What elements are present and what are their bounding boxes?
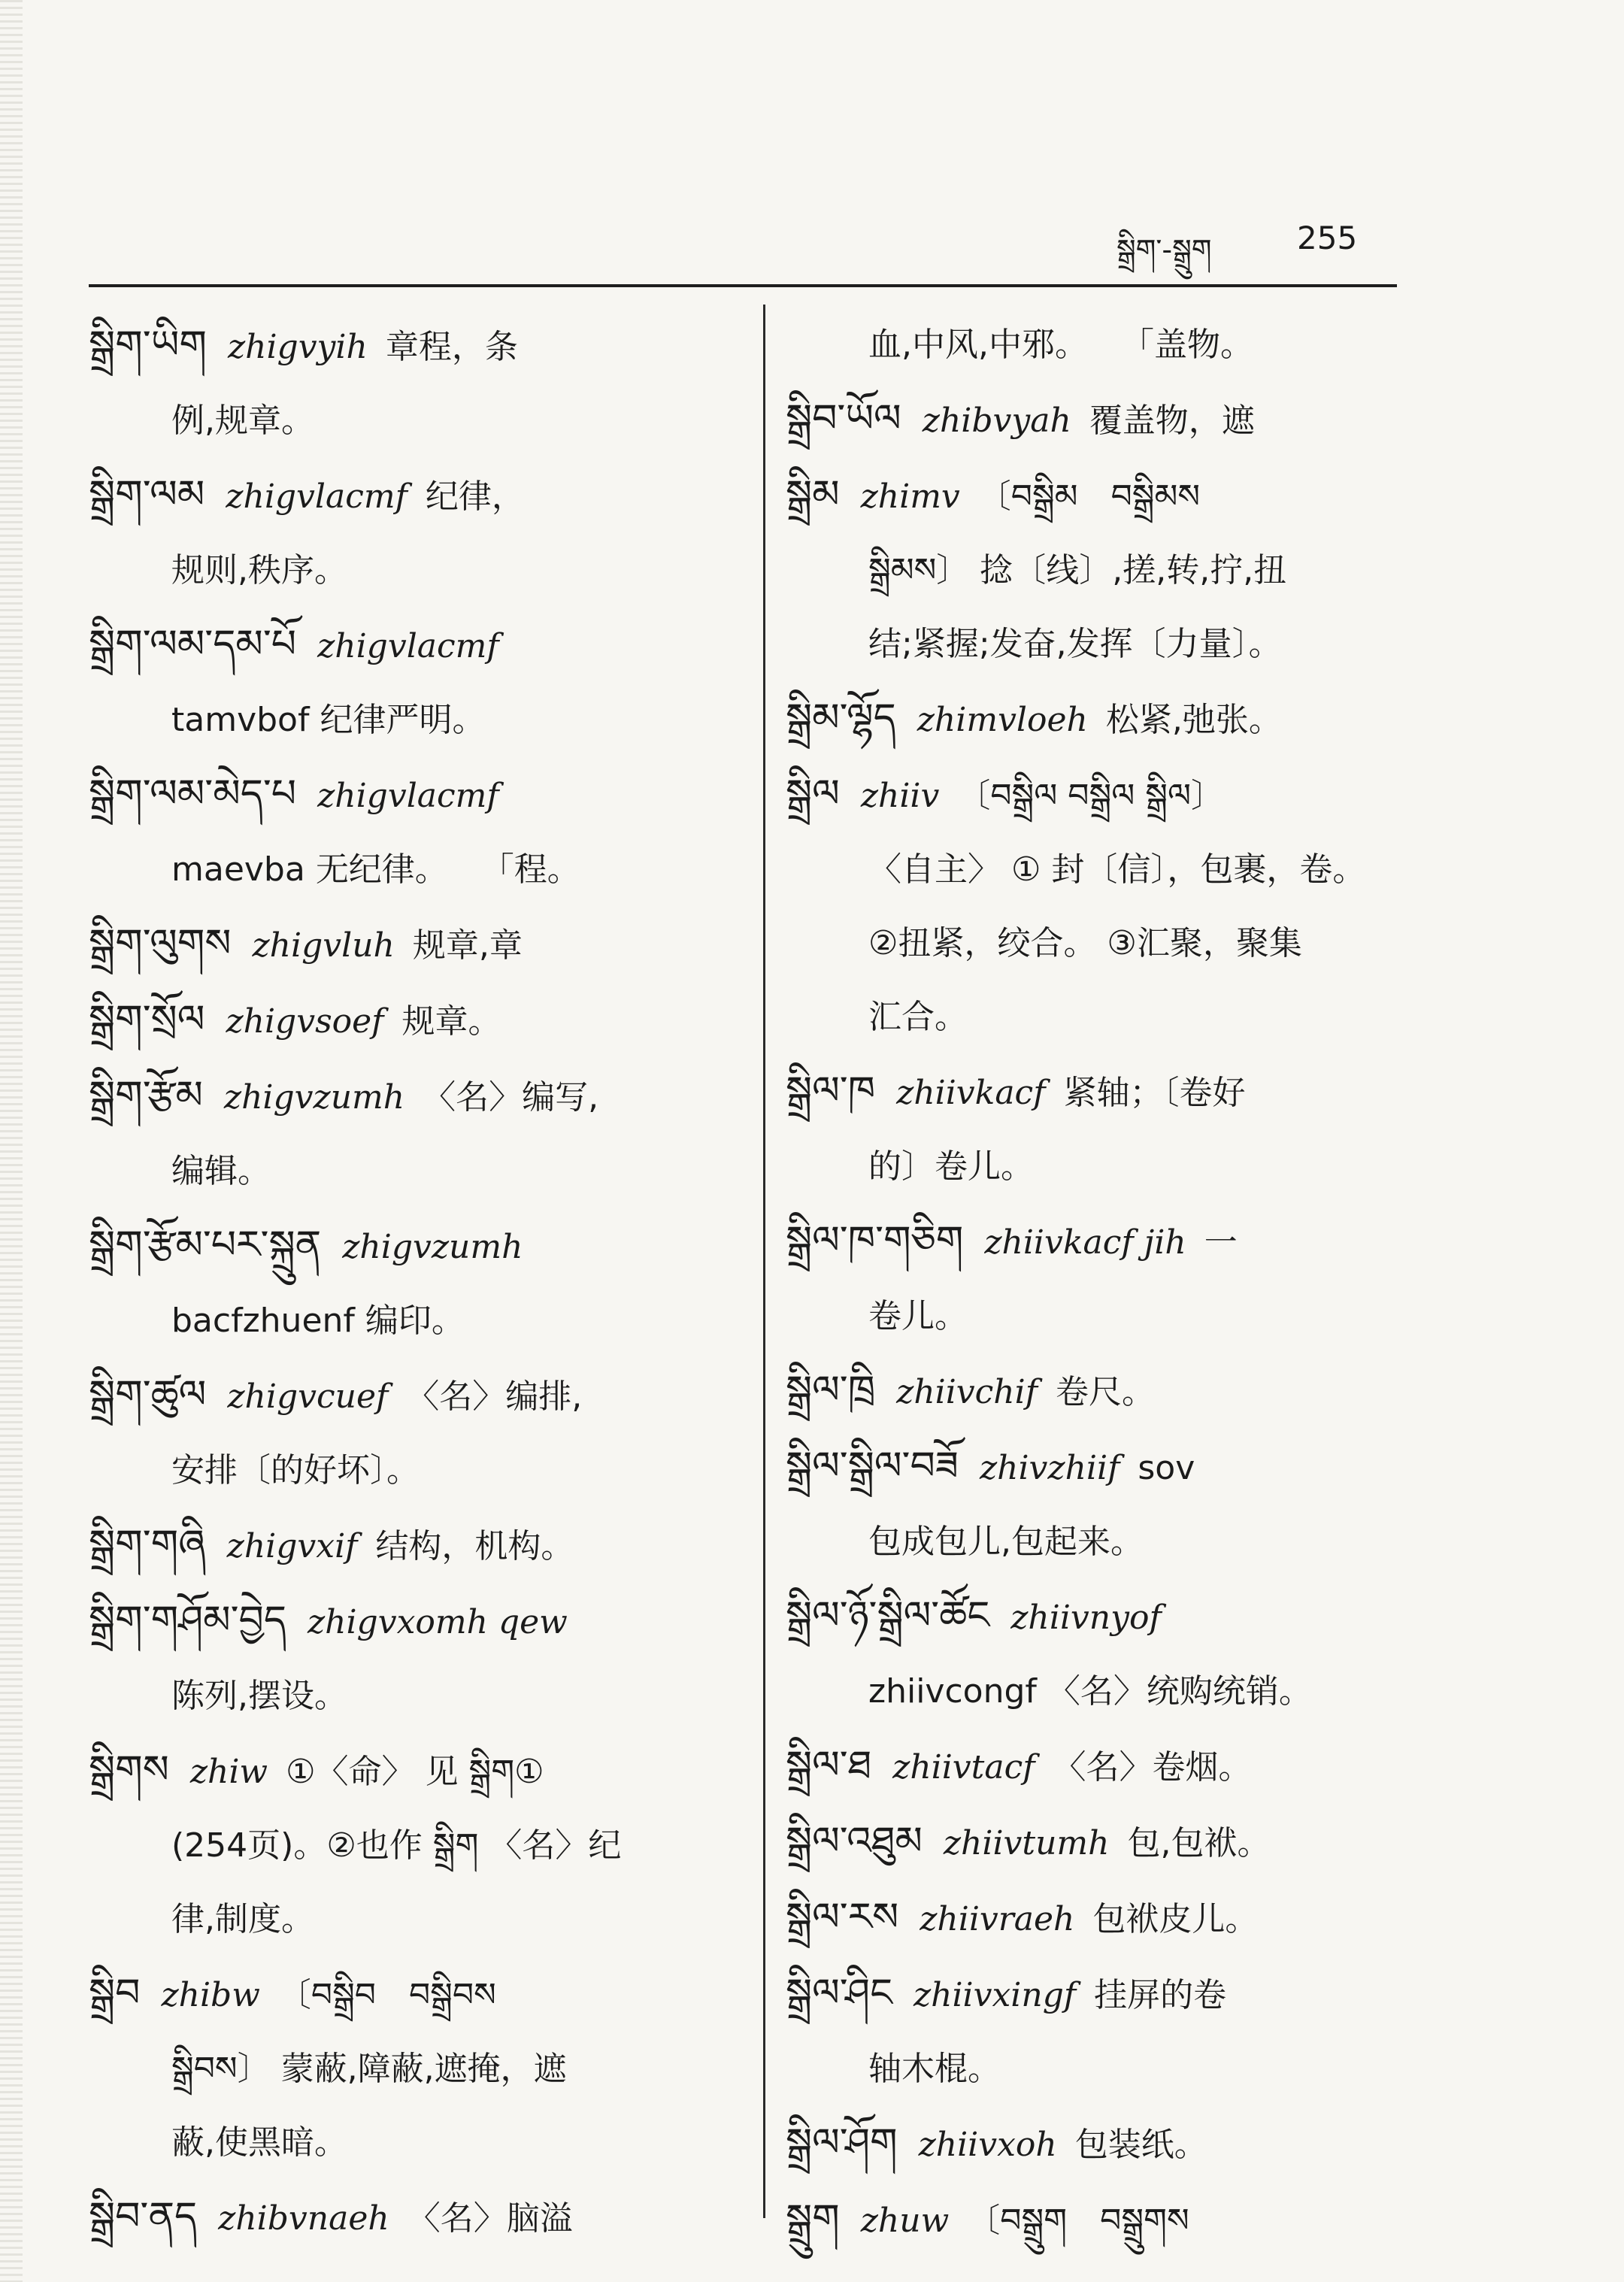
scan-edge-texture (0, 0, 23, 2282)
definition-continuation: 陈列,摆设。 (171, 1677, 347, 1715)
dictionary-entry (89, 757, 750, 833)
definition-continuation: 汇合。 (868, 998, 968, 1036)
definition: 〔བསྒྲུག བསྒྲུགས (967, 2202, 1189, 2240)
headword: སྒྲིལ (786, 771, 840, 817)
definition-continuation: ②扭紧，绞合。 ③汇聚，聚集 (868, 924, 1302, 962)
headword: སྒྲིལ་སྒྲིལ་བཟོ (786, 1444, 959, 1489)
transcription: zhibw (161, 1976, 260, 2014)
definition: 结构，机构。 (375, 1527, 574, 1565)
headword: སྒྲིལ་འཐུམ (786, 1819, 923, 1864)
dictionary-entry (89, 1208, 750, 1284)
definition-continuation: 规则,秩序。 (171, 551, 347, 589)
headword: སྒྲིག་སྲོལ (89, 997, 205, 1042)
definition-continuation: 包成包儿,包起来。 (868, 1523, 1144, 1561)
definition: 挂屏的卷 (1094, 1976, 1227, 2014)
dictionary-entry (89, 1508, 750, 1583)
transcription: zhigvcuef (227, 1377, 389, 1416)
transcription: zhigvlacmf (317, 627, 499, 665)
transcription: zhigvyih (227, 328, 368, 366)
dictionary-entry (89, 1733, 750, 1809)
dictionary-entry (786, 1054, 1447, 1130)
headword: སྒྲིག་གཤོམ་བྱེད (89, 1598, 286, 1643)
transcription: zhigvzumh (223, 1078, 405, 1117)
transcription: zhigvlacmf (226, 477, 408, 516)
transcription: zhiivraeh (920, 1900, 1075, 1938)
dictionary-entry (89, 2180, 750, 2256)
definition: 包装纸。 (1074, 2126, 1207, 2164)
dictionary-entry (786, 1729, 1447, 1805)
transcription: zhiivxingf (913, 1976, 1077, 2014)
definition-continuation: zhiivcongf 〈名〉统购统销。 (868, 1672, 1312, 1711)
transcription: zhiw (189, 1753, 268, 1791)
headword: སྒྲིལ་ཤོག (786, 2120, 898, 2165)
transcription: zhigvxomh qew (307, 1603, 568, 1641)
dictionary-entry (786, 382, 1447, 458)
definition-continuation: 编辑。 (171, 1152, 271, 1190)
headword: སྒྲིག་ལམ་དམ་པོ (89, 622, 297, 667)
definition-continuation: tamvbof 纪律严明。 (171, 701, 486, 739)
headword: སྒྲིམ་ལྷོད (786, 696, 896, 741)
transcription: zhiivnyof (1010, 1599, 1162, 1637)
headword: སྒྲིག་ཡིག (89, 323, 207, 368)
headword: སྒྲིག་གཞི (89, 1522, 206, 1567)
definition-continuation: 轴木棍。 (868, 2050, 1001, 2088)
dictionary-entry (89, 1956, 750, 2032)
dictionary-entry (786, 2106, 1447, 2182)
definition: 包袱皮儿。 (1092, 1900, 1259, 1938)
dictionary-entry (786, 1579, 1447, 1655)
column-rule (763, 305, 765, 2218)
definition-continuation: སྒྲིམས〕 捻〔线〕,搓,转,拧,扭 (868, 551, 1287, 589)
dictionary-entry (786, 1204, 1447, 1280)
definition: sov (1138, 1449, 1195, 1487)
definition-continuation: 蔽,使黑暗。 (171, 2123, 347, 2162)
transcription: zhuw (860, 2202, 950, 2240)
right-column (786, 308, 1447, 2258)
transcription: zhiiv (860, 777, 940, 815)
dictionary-entry (89, 1358, 750, 1434)
definition: 规章,章 (412, 926, 523, 965)
headword: སྒྲིལ་རས (786, 1895, 899, 1940)
transcription: zhigvxif (226, 1527, 358, 1565)
headword: སྒྲིགས (89, 1747, 169, 1793)
transcription: zhigvlacmf (317, 777, 499, 815)
transcription: zhiivkacf jih (984, 1223, 1186, 1262)
transcription: zhiivtacf (892, 1748, 1035, 1787)
transcription: zhivzhiif (979, 1449, 1120, 1487)
definition-continuation: (254页)。②也作 སྒྲིག 〈名〉纪 (171, 1826, 622, 1865)
definition-continuation: སྒྲིབས〕 蒙蔽,障蔽,遮掩，遮 (171, 2050, 567, 2088)
definition: 〔བསྒྲིབ བསྒྲིབས (277, 1976, 496, 2014)
dictionary-entry (786, 681, 1447, 757)
left-column (89, 308, 750, 2256)
definition: 纪律， (425, 477, 525, 516)
dictionary-entry (786, 1956, 1447, 2032)
running-head: སྒྲིག་-སྒྲུག (1116, 233, 1212, 266)
transcription: zhiivchif (896, 1373, 1038, 1411)
transcription: zhiivtumh (943, 1824, 1110, 1862)
headword: སྒྲིལ་ཁྲི (786, 1368, 876, 1413)
headword: སྒྲིབ (89, 1971, 141, 2016)
definition: 卷尺。 (1056, 1373, 1155, 1411)
dictionary-entry (89, 608, 750, 683)
dictionary-entry (786, 1353, 1447, 1429)
definition: 章程，条 (385, 328, 518, 366)
definition-continuation: 血,中风,中邪。 「盖物。 (868, 326, 1253, 364)
dictionary-entry (89, 983, 750, 1059)
headword: སྒྲིག་རྩོམ (89, 1073, 203, 1118)
transcription: zhigvluh (252, 926, 395, 965)
page-number: 255 (1297, 220, 1358, 256)
definition-continuation: 〈自主〉 ① 封〔信〕，包裹，卷。 (868, 850, 1366, 889)
definition: 覆盖物，遮 (1089, 402, 1255, 440)
definition: 〈名〉编写, (423, 1078, 599, 1117)
definition: 一 (1204, 1223, 1238, 1262)
definition-continuation: 卷儿。 (868, 1297, 968, 1335)
headword: སྒྲིལ་ཁ (786, 1068, 876, 1114)
headword: སྒྲིལ་ཁ་གཅིག (786, 1218, 964, 1263)
transcription: zhimvloeh (917, 701, 1088, 739)
definition: 包,包袱。 (1127, 1824, 1271, 1862)
headword: སྒྲིག་ལུགས (89, 921, 232, 966)
transcription: zhiivkacf (896, 1074, 1046, 1112)
headword: སྒྲིབ་ཡོལ (786, 396, 901, 441)
definition-continuation: bacfzhuenf 编印。 (171, 1302, 465, 1340)
transcription: zhigvzumh (342, 1228, 523, 1266)
headword: སྒྲིག་རྩོམ་པར་སྐྲུན (89, 1223, 322, 1268)
dictionary-entry (89, 907, 750, 983)
dictionary-entry (89, 458, 750, 534)
dictionary-entry (89, 1583, 750, 1659)
dictionary-entry (786, 1429, 1447, 1505)
headword: སྒྲིལ་ཤིང (786, 1971, 892, 2016)
headword: སྒྲིག་ལམ (89, 472, 205, 517)
header-rule (89, 284, 1397, 287)
dictionary-entry (786, 2182, 1447, 2258)
transcription: zhigvsoef (226, 1002, 384, 1041)
definition: 〔བསྒྲིལ བསྒྲིལ སྒྲིལ〕 (957, 777, 1225, 815)
definition: 紧轴；〔卷好 (1063, 1074, 1246, 1112)
dictionary-entry (786, 1805, 1447, 1880)
definition: 松紧,弛张。 (1105, 701, 1282, 739)
definition-continuation: 例,规章。 (171, 402, 314, 440)
definition: 〈名〉脑溢 (407, 2199, 573, 2238)
definition: 〈名〉卷烟。 (1053, 1748, 1252, 1787)
dictionary-entry (89, 308, 750, 384)
definition: 〈名〉编排, (406, 1377, 583, 1416)
definition-continuation: 结;紧握;发奋,发挥〔力量〕。 (868, 625, 1282, 663)
definition-continuation: 安排〔的好坏〕。 (171, 1451, 420, 1490)
definition: 规章。 (401, 1002, 501, 1041)
transcription: zhimv (860, 477, 960, 516)
headword: སྒྲིབ་ནད (89, 2194, 198, 2239)
headword: སྒྲིག་ཚུལ (89, 1372, 207, 1417)
transcription: zhibvyah (922, 402, 1071, 440)
definition: ①〈命〉 见 སྒྲིག① (286, 1753, 544, 1791)
definition-continuation: 律,制度。 (171, 1900, 314, 1938)
headword: སྒྲིལ་ཉོ་སྒྲིལ་ཚོང (786, 1593, 990, 1638)
transcription: zhibvnaeh (218, 2199, 389, 2238)
headword: སྒྲིལ་ཐ (786, 1743, 872, 1788)
definition: 〔བསྒྲིམ བསྒྲིམས (977, 477, 1201, 516)
transcription: zhiivxoh (918, 2126, 1057, 2164)
headword: སྒྲིམ (786, 472, 840, 517)
definition-continuation: 的〕卷儿。 (868, 1147, 1034, 1186)
dictionary-entry (786, 1880, 1447, 1956)
dictionary-entry (786, 757, 1447, 833)
dictionary-entry (89, 1059, 750, 1135)
dictionary-entry (786, 458, 1447, 534)
headword: སྒྲུག (786, 2196, 840, 2241)
definition-continuation: maevba 无纪律。 「程。 (171, 850, 580, 889)
headword: སྒྲིག་ལམ་མེད་པ (89, 771, 297, 817)
